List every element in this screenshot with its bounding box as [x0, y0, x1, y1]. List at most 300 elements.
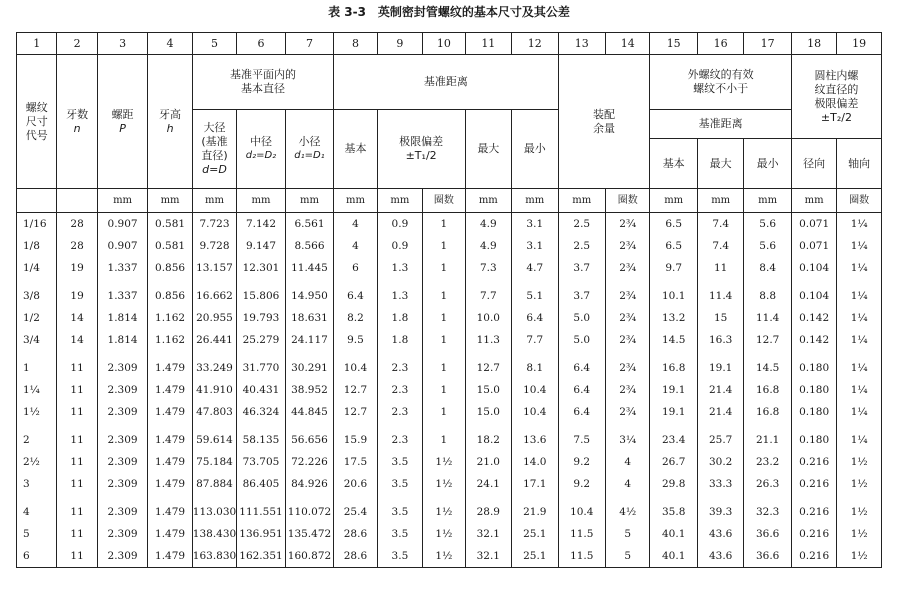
table-cell: 4.9: [465, 213, 511, 236]
table-cell: 26.3: [744, 473, 791, 495]
unit-cell: mm: [650, 189, 697, 213]
column-number: 7: [285, 33, 334, 55]
table-cell: 1.3: [377, 285, 422, 307]
table-cell: 6.4: [558, 357, 605, 379]
table-cell: 26.441: [192, 329, 236, 351]
table-cell: 15: [697, 307, 743, 329]
header-tpi: 牙数 n: [57, 55, 97, 189]
table-cell: 0.907: [97, 235, 148, 257]
table-cell: 1½: [837, 473, 882, 495]
table-cell: 3.7: [558, 285, 605, 307]
table-cell: 43.6: [697, 523, 743, 545]
table-cell: 11: [57, 473, 97, 495]
table-cell: 16.8: [650, 357, 697, 379]
column-number-row: [17, 33, 882, 55]
table-cell: 0.180: [791, 379, 836, 401]
table-cell: 1.479: [148, 473, 192, 495]
table-cell: 2¾: [606, 213, 650, 236]
column-number: 17: [744, 33, 791, 55]
table-cell: 21.4: [697, 379, 743, 401]
table-cell: 8.566: [285, 235, 334, 257]
header-gauge-basic: 基本: [334, 110, 377, 189]
table-cell: 1½: [837, 501, 882, 523]
table-cell: 0.856: [148, 285, 192, 307]
table-cell: 13.157: [192, 257, 236, 279]
table-row: [17, 473, 882, 495]
table-cell: 41.910: [192, 379, 236, 401]
header-gauge-min: 最小: [512, 110, 558, 189]
table-cell: 39.3: [697, 501, 743, 523]
table-cell: 59.614: [192, 429, 236, 451]
table-cell: 4: [334, 213, 377, 236]
table-cell: 1.479: [148, 401, 192, 423]
table-cell: 4.9: [465, 235, 511, 257]
table-row: [17, 523, 882, 545]
table-row: [17, 429, 882, 451]
table-cell: 15.806: [237, 285, 286, 307]
table-cell: 11: [57, 451, 97, 473]
table-cell: 30.291: [285, 357, 334, 379]
table-cell: 5.0: [558, 329, 605, 351]
table-cell: 1: [423, 329, 465, 351]
table-cell: 1¼: [837, 235, 882, 257]
thread-code-cell: 3/8: [17, 285, 57, 307]
table-cell: 6.4: [558, 379, 605, 401]
table-cell: 87.884: [192, 473, 236, 495]
table-cell: 160.872: [285, 545, 334, 568]
table-cell: 2.309: [97, 523, 148, 545]
table-cell: 0.9: [377, 213, 422, 236]
table-row: [17, 401, 882, 423]
table-cell: 1.814: [97, 329, 148, 351]
table-cell: 40.1: [650, 545, 697, 568]
table-cell: 11.445: [285, 257, 334, 279]
table-cell: 1: [423, 235, 465, 257]
table-cell: 46.324: [237, 401, 286, 423]
unit-cell: 圈数: [606, 189, 650, 213]
table-cell: 6.4: [558, 401, 605, 423]
header-pitch-diameter: 中径 d₂=D₂: [237, 110, 286, 189]
table-cell: 17.1: [512, 473, 558, 495]
table-cell: 33.249: [192, 357, 236, 379]
table-cell: 21.4: [697, 401, 743, 423]
table-cell: 2¾: [606, 285, 650, 307]
unit-cell: mm: [285, 189, 334, 213]
table-cell: 10.0: [465, 307, 511, 329]
table-cell: 16.662: [192, 285, 236, 307]
thread-code-cell: 3: [17, 473, 57, 495]
table-cell: 28: [57, 235, 97, 257]
header-major-diameter: 大径 (基准 直径) d=D: [192, 110, 236, 189]
table-cell: 12.7: [744, 329, 791, 351]
table-body: [17, 213, 882, 568]
table-cell: 7.7: [465, 285, 511, 307]
table-cell: 3¼: [606, 429, 650, 451]
table-cell: 11: [57, 501, 97, 523]
table-cell: 16.8: [744, 401, 791, 423]
table-cell: 11.5: [558, 523, 605, 545]
table-cell: 3.5: [377, 545, 422, 568]
table-cell: 1¼: [837, 401, 882, 423]
table-row: [17, 307, 882, 329]
table-cell: 9.2: [558, 473, 605, 495]
table-cell: 5: [606, 545, 650, 568]
table-cell: 14: [57, 329, 97, 351]
table-cell: 0.104: [791, 257, 836, 279]
table-cell: 13.2: [650, 307, 697, 329]
table-cell: 1: [423, 285, 465, 307]
table-cell: 0.216: [791, 545, 836, 568]
table-cell: 11: [57, 545, 97, 568]
table-cell: 0.581: [148, 213, 192, 236]
table-cell: 2.5: [558, 235, 605, 257]
column-number: 19: [837, 33, 882, 55]
table-cell: 84.926: [285, 473, 334, 495]
table-cell: 14.0: [512, 451, 558, 473]
unit-cell: mm: [237, 189, 286, 213]
table-row: [17, 545, 882, 568]
table-cell: 2.5: [558, 213, 605, 236]
table-cell: 11.4: [744, 307, 791, 329]
table-row: [17, 451, 882, 473]
table-cell: 38.952: [285, 379, 334, 401]
table-cell: 138.430: [192, 523, 236, 545]
thread-code-cell: 2½: [17, 451, 57, 473]
table-cell: 1½: [837, 523, 882, 545]
table-cell: 6.5: [650, 235, 697, 257]
header-gauge-max: 最大: [465, 110, 511, 189]
table-cell: 1.479: [148, 523, 192, 545]
table-cell: 113.030: [192, 501, 236, 523]
table-cell: 2.3: [377, 429, 422, 451]
table-cell: 1½: [423, 545, 465, 568]
table-cell: 10.4: [512, 401, 558, 423]
table-cell: 14: [57, 307, 97, 329]
thread-code-cell: 5: [17, 523, 57, 545]
header-minor-diameter: 小径 d₁=D₁: [285, 110, 334, 189]
table-cell: 8.1: [512, 357, 558, 379]
table-cell: 7.723: [192, 213, 236, 236]
table-cell: 2.309: [97, 501, 148, 523]
thread-code-cell: 1: [17, 357, 57, 379]
table-cell: 28.6: [334, 545, 377, 568]
table-cell: 2.309: [97, 429, 148, 451]
table-cell: 1¼: [837, 379, 882, 401]
table-cell: 25.7: [697, 429, 743, 451]
table-cell: 8.8: [744, 285, 791, 307]
table-cell: 4½: [606, 501, 650, 523]
table-cell: 162.351: [237, 545, 286, 568]
table-cell: 1.162: [148, 307, 192, 329]
thread-code-cell: 1½: [17, 401, 57, 423]
header-thread-code: 螺纹 尺寸 代号: [17, 55, 57, 189]
table-cell: 24.1: [465, 473, 511, 495]
table-cell: 73.705: [237, 451, 286, 473]
table-cell: 6.5: [650, 213, 697, 236]
unit-cell: [57, 189, 97, 213]
table-cell: 3.1: [512, 213, 558, 236]
column-number: 9: [377, 33, 422, 55]
table-cell: 1.162: [148, 329, 192, 351]
header-radial: 径向: [791, 139, 836, 189]
table-cell: 36.6: [744, 523, 791, 545]
unit-cell: [17, 189, 57, 213]
table-cell: 40.1: [650, 523, 697, 545]
table-cell: 28.9: [465, 501, 511, 523]
table-cell: 35.8: [650, 501, 697, 523]
column-number: 5: [192, 33, 236, 55]
table-cell: 56.656: [285, 429, 334, 451]
table-cell: 12.7: [465, 357, 511, 379]
column-number: 3: [97, 33, 148, 55]
table-cell: 163.830: [192, 545, 236, 568]
table-cell: 5: [606, 523, 650, 545]
header-basic-diameter-group: 基准平面内的 基本直径: [192, 55, 333, 110]
table-title: 表 3-3 英制密封管螺纹的基本尺寸及其公差: [328, 5, 570, 19]
table-cell: 9.728: [192, 235, 236, 257]
table-cell: 21.0: [465, 451, 511, 473]
table-row: [17, 257, 882, 279]
table-cell: 3.5: [377, 451, 422, 473]
table-cell: 2.3: [377, 401, 422, 423]
column-number: 16: [697, 33, 743, 55]
column-number: 14: [606, 33, 650, 55]
table-cell: 1½: [423, 451, 465, 473]
table-cell: 1.337: [97, 257, 148, 279]
table-cell: 19: [57, 285, 97, 307]
table-cell: 12.7: [334, 379, 377, 401]
table-cell: 10.4: [558, 501, 605, 523]
table-cell: 19.793: [237, 307, 286, 329]
table-cell: 0.104: [791, 285, 836, 307]
table-cell: 2.309: [97, 379, 148, 401]
table-cell: 2¾: [606, 379, 650, 401]
table-cell: 8.4: [744, 257, 791, 279]
table-cell: 44.845: [285, 401, 334, 423]
table-cell: 32.1: [465, 545, 511, 568]
column-number: 1: [17, 33, 57, 55]
table-cell: 1.3: [377, 257, 422, 279]
table-cell: 2¾: [606, 257, 650, 279]
table-cell: 2¾: [606, 307, 650, 329]
table-cell: 1: [423, 257, 465, 279]
table-cell: 2¾: [606, 401, 650, 423]
table-cell: 28: [57, 213, 97, 236]
table-cell: 30.2: [697, 451, 743, 473]
table-cell: 0.856: [148, 257, 192, 279]
table-cell: 5.6: [744, 213, 791, 236]
table-cell: 7.4: [697, 213, 743, 236]
table-cell: 1: [423, 429, 465, 451]
table-cell: 17.5: [334, 451, 377, 473]
table-cell: 3.1: [512, 235, 558, 257]
table-cell: 40.431: [237, 379, 286, 401]
table-cell: 1: [423, 401, 465, 423]
table-cell: 33.3: [697, 473, 743, 495]
table-cell: 18.2: [465, 429, 511, 451]
column-number: 10: [423, 33, 465, 55]
table-cell: 25.1: [512, 523, 558, 545]
table-cell: 43.6: [697, 545, 743, 568]
unit-row: [17, 189, 882, 213]
table-cell: 1½: [423, 501, 465, 523]
column-number: 18: [791, 33, 836, 55]
header-axial: 轴向: [837, 139, 882, 189]
table-cell: 24.117: [285, 329, 334, 351]
table-cell: 0.180: [791, 357, 836, 379]
column-number: 8: [334, 33, 377, 55]
table-cell: 7.142: [237, 213, 286, 236]
table-cell: 21.1: [744, 429, 791, 451]
table-cell: 9.2: [558, 451, 605, 473]
header-ext-basic: 基本: [650, 139, 697, 189]
thread-code-cell: 4: [17, 501, 57, 523]
table-cell: 3.5: [377, 473, 422, 495]
unit-cell: mm: [377, 189, 422, 213]
table-cell: 2.3: [377, 357, 422, 379]
table-cell: 2.309: [97, 401, 148, 423]
table-cell: 4: [606, 451, 650, 473]
table-cell: 0.216: [791, 501, 836, 523]
table-cell: 15.0: [465, 401, 511, 423]
thread-code-cell: 1/16: [17, 213, 57, 236]
column-number: 11: [465, 33, 511, 55]
table-row: [17, 379, 882, 401]
table-cell: 25.279: [237, 329, 286, 351]
table-cell: 1¼: [837, 329, 882, 351]
table-cell: 20.6: [334, 473, 377, 495]
table-cell: 25.1: [512, 545, 558, 568]
table-cell: 1½: [423, 523, 465, 545]
table-cell: 0.071: [791, 213, 836, 236]
table-cell: 19.1: [650, 401, 697, 423]
table-row: [17, 285, 882, 307]
table-cell: 14.950: [285, 285, 334, 307]
table-cell: 6.561: [285, 213, 334, 236]
table-cell: 1½: [423, 473, 465, 495]
table-cell: 11: [57, 429, 97, 451]
table-cell: 1.479: [148, 545, 192, 568]
table-cell: 6.4: [512, 307, 558, 329]
unit-cell: mm: [465, 189, 511, 213]
table-cell: 11: [57, 401, 97, 423]
header-int-thread-tolerance: 圆柱内螺 纹直径的 极限偏差 ±T₂/2: [791, 55, 881, 139]
column-number: 13: [558, 33, 605, 55]
table-cell: 4: [606, 473, 650, 495]
table-cell: 2¾: [606, 357, 650, 379]
unit-cell: mm: [148, 189, 192, 213]
header-row-1: [17, 55, 882, 110]
table-cell: 2.309: [97, 451, 148, 473]
table-cell: 1.8: [377, 307, 422, 329]
table-cell: 5.6: [744, 235, 791, 257]
unit-cell: mm: [558, 189, 605, 213]
table-cell: 3.5: [377, 501, 422, 523]
thread-code-cell: 1/4: [17, 257, 57, 279]
header-ext-max: 最大: [697, 139, 743, 189]
table-cell: 7.3: [465, 257, 511, 279]
table-cell: 19.1: [650, 379, 697, 401]
table-cell: 135.472: [285, 523, 334, 545]
table-cell: 29.8: [650, 473, 697, 495]
table-cell: 1.479: [148, 451, 192, 473]
unit-cell: mm: [697, 189, 743, 213]
table-cell: 1: [423, 357, 465, 379]
table-cell: 0.216: [791, 451, 836, 473]
table-cell: 11.5: [558, 545, 605, 568]
table-cell: 1.479: [148, 379, 192, 401]
unit-cell: mm: [791, 189, 836, 213]
thread-code-cell: 1/2: [17, 307, 57, 329]
table-cell: 16.3: [697, 329, 743, 351]
table-cell: 26.7: [650, 451, 697, 473]
table-cell: 3.7: [558, 257, 605, 279]
table-cell: 1¼: [837, 213, 882, 236]
column-number: 12: [512, 33, 558, 55]
table-cell: 1.814: [97, 307, 148, 329]
table-cell: 19: [57, 257, 97, 279]
table-row: [17, 213, 882, 236]
table-cell: 5.0: [558, 307, 605, 329]
table-cell: 18.631: [285, 307, 334, 329]
table-cell: 10.4: [512, 379, 558, 401]
table-cell: 4.7: [512, 257, 558, 279]
table-cell: 10.1: [650, 285, 697, 307]
header-gauge-tolerance: 极限偏差 ±T₁/2: [377, 110, 465, 189]
table-cell: 16.8: [744, 379, 791, 401]
table-cell: 0.180: [791, 429, 836, 451]
table-cell: 47.803: [192, 401, 236, 423]
table-cell: 1¼: [837, 357, 882, 379]
table-cell: 9.7: [650, 257, 697, 279]
table-cell: 1.479: [148, 357, 192, 379]
table-cell: 11.3: [465, 329, 511, 351]
table-cell: 32.1: [465, 523, 511, 545]
thread-code-cell: 1¼: [17, 379, 57, 401]
table-cell: 10.4: [334, 357, 377, 379]
header-pitch: 螺距 P: [97, 55, 148, 189]
table-cell: 1¼: [837, 257, 882, 279]
header-allowance: 装配 余量: [558, 55, 650, 189]
header-ext-gauge-group: 基准距离: [650, 110, 791, 139]
table-cell: 0.216: [791, 473, 836, 495]
table-cell: 1.479: [148, 501, 192, 523]
table-cell: 2.3: [377, 379, 422, 401]
table-cell: 1: [423, 379, 465, 401]
table-row: [17, 501, 882, 523]
table-cell: 11: [697, 257, 743, 279]
table-cell: 4: [334, 235, 377, 257]
column-number: 4: [148, 33, 192, 55]
table-cell: 12.301: [237, 257, 286, 279]
table-cell: 11.4: [697, 285, 743, 307]
table-cell: 3.5: [377, 523, 422, 545]
table-cell: 2.309: [97, 357, 148, 379]
table-cell: 15.0: [465, 379, 511, 401]
unit-cell: mm: [192, 189, 236, 213]
table-cell: 14.5: [650, 329, 697, 351]
table-cell: 0.581: [148, 235, 192, 257]
header-thread-height: 牙高 h: [148, 55, 192, 189]
table-cell: 111.551: [237, 501, 286, 523]
column-number: 2: [57, 33, 97, 55]
table-cell: 0.142: [791, 307, 836, 329]
thread-code-cell: 6: [17, 545, 57, 568]
table-cell: 31.770: [237, 357, 286, 379]
table-cell: 0.907: [97, 213, 148, 236]
unit-cell: 圈数: [837, 189, 882, 213]
table-cell: 0.071: [791, 235, 836, 257]
